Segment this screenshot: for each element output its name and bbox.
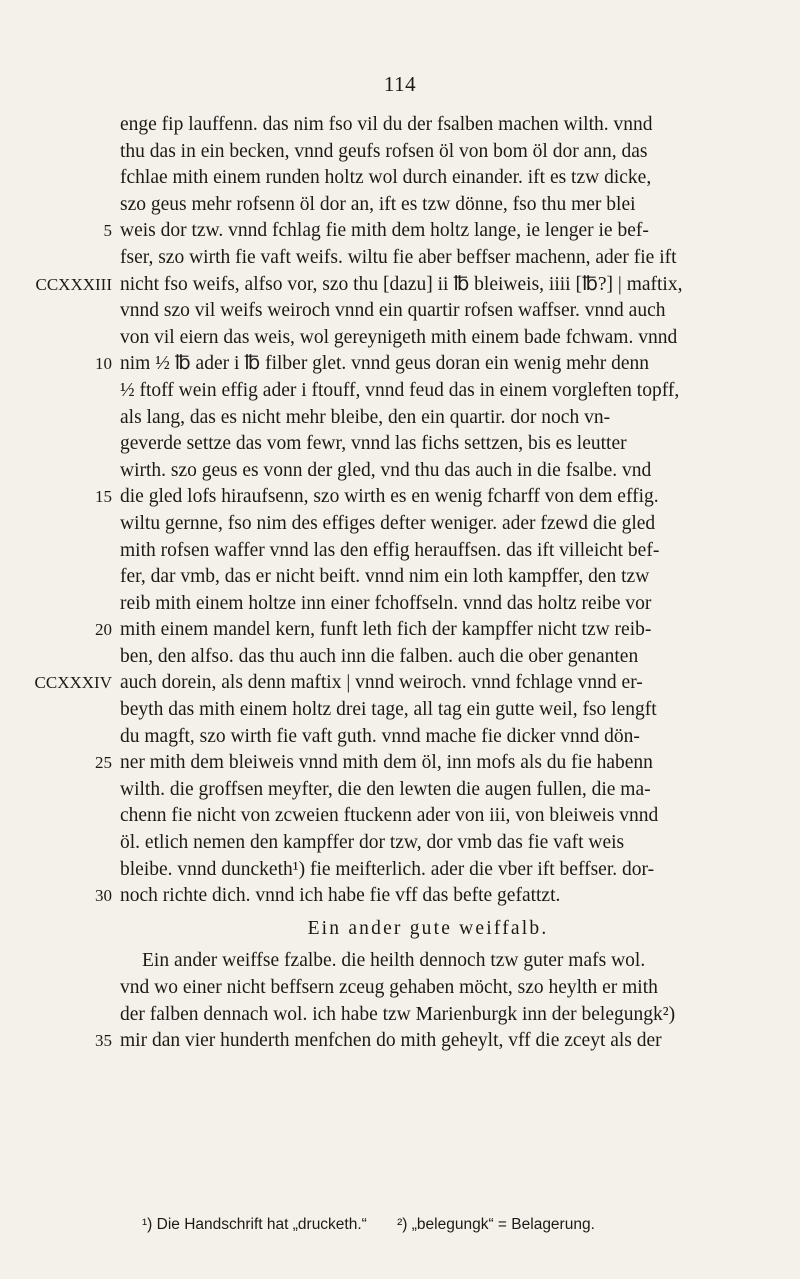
line-text: der falben dennach wol. ich habe tzw Marienburgk inn der belegungk²) [120, 1003, 676, 1025]
text-line [0, 405, 800, 432]
text-line [0, 857, 800, 884]
line-text: du magft, szo wirth fie vaft guth. vnnd mache fie dicker vnnd dön- [120, 725, 640, 747]
line-text: Ein ander weiffse fzalbe. die heilth dennoch tzw guter mafs wol. [142, 950, 646, 972]
text-line [0, 325, 800, 352]
text-line [0, 511, 800, 538]
text-line [0, 724, 800, 751]
text-line [0, 272, 800, 299]
line-text: vnd wo einer nicht beffsern zceug gehaben möcht, szo heylth er mith [120, 977, 658, 998]
page-number: 114 [383, 72, 417, 96]
line-marker: 15 [95, 487, 112, 507]
line-text: mith rofsen waffer vnnd las den effig herauffsen. das ift villeicht bef- [120, 539, 660, 561]
text-line [0, 112, 800, 139]
line-text: fer, dar vmb, das er nicht beift. vnnd nim ein loth kampffer, den tzw [120, 566, 650, 588]
text-line [0, 245, 800, 272]
line-marker: 25 [95, 753, 112, 773]
footnotes [142, 1216, 742, 1234]
text-line [0, 218, 800, 245]
line-text: szo geus mehr rofsenn öl dor an, ift es tzw dönne, fso thu mer blei [120, 193, 636, 215]
line-text: mith einem mandel kern, funft leth fich der kampffer nicht tzw reib- [120, 619, 652, 641]
line-text: geverde settze das vom fewr, vnnd las fichs settzen, bis es leutter [120, 433, 627, 455]
body-text [0, 112, 800, 1055]
line-text: thu das in ein becken, vnnd geufs rofsen öl von bom öl dor ann, das [120, 140, 648, 162]
text-line [0, 948, 800, 975]
text-line [0, 139, 800, 166]
text-line [0, 431, 800, 458]
line-text: ner mith dem bleiweis vnnd mith dem öl, inn mofs als du fie habenn [120, 752, 653, 774]
text-line [0, 803, 800, 830]
line-text: vnnd szo vil weifs weiroch vnnd ein quartir rofsen waffser. vnnd auch [120, 300, 666, 322]
text-line [0, 697, 800, 724]
line-text: wilth. die groffsen meyfter, die den lewten die augen fullen, die ma- [120, 778, 651, 800]
section-heading [0, 916, 800, 943]
text-line [0, 1028, 800, 1055]
text-line [0, 670, 800, 697]
text-line [0, 564, 800, 591]
line-marker: CCXXXIV [34, 673, 112, 693]
text-line [0, 975, 800, 1002]
text-line [0, 484, 800, 511]
line-text: fser, szo wirth fie vaft weifs. wiltu fie aber beffser machenn, ader fie ift [120, 246, 677, 268]
line-marker: 10 [95, 354, 112, 374]
line-text: ½ ftoff wein effig ader i ftouff, vnnd feud das in einem vorgleften topff, [120, 379, 680, 401]
line-text: reib mith einem holtze inn einer fchoffseln. vnnd das holtz reibe vor [120, 592, 652, 614]
line-text: enge fip lauffenn. das nim fso vil du der fsalben machen wilth. vnnd [120, 114, 653, 135]
text-line [0, 458, 800, 485]
line-text: wirth. szo geus es vonn der gled, vnd thu das auch in die fsalbe. vnd [120, 459, 652, 481]
line-marker: 30 [95, 886, 112, 906]
text-line [0, 883, 800, 910]
line-text: nicht fso weifs, alfso vor, szo thu [dazu] ii ℔ bleiweis, iiii [℔?] | maftix, [120, 273, 683, 295]
line-text: auch dorein, als denn maftix | vnnd weiroch. vnnd fchlage vnnd er- [120, 672, 643, 694]
line-marker: 20 [95, 620, 112, 640]
line-text: von vil eiern das weis, wol gereynigeth mith einem bade fchwam. vnnd [120, 326, 678, 348]
line-text: beyth das mith einem holtz drei tage, all tag ein gutte weil, fso lengft [120, 699, 657, 721]
line-text: wiltu gernne, fso nim des effiges defter weniger. ader fzewd die gled [120, 512, 656, 534]
line-text: nim ½ ℔ ader i ℔ filber glet. vnnd geus doran ein wenig mehr denn [120, 353, 650, 375]
section-heading-text: Ein ander gute weiffalb. [307, 917, 549, 939]
line-text: als lang, das es nicht mehr bleibe, den ein quartir. dor noch vn- [120, 406, 611, 428]
line-text: fchlae mith einem runden holtz wol durch einander. ift es tzw dicke, [120, 167, 652, 189]
text-line [0, 192, 800, 219]
line-marker: CCXXXIII [35, 274, 112, 294]
footnote-2: ²) „belegungk“ = Belagerung. [397, 1216, 595, 1233]
line-text: noch richte dich. vnnd ich habe fie vff das befte gefattzt. [120, 885, 561, 907]
text-line [0, 830, 800, 857]
text-line [0, 538, 800, 565]
text-line [0, 777, 800, 804]
text-line [0, 165, 800, 192]
line-text: ben, den alfso. das thu auch inn die falben. auch die ober genanten [120, 645, 639, 667]
text-line [0, 378, 800, 405]
line-text: chenn fie nicht von zcweien ftuckenn ader von iii, von bleiweis vnnd [120, 805, 659, 827]
text-line [0, 298, 800, 325]
line-text: bleibe. vnnd duncketh¹) fie meifterlich. ader die vber ift beffser. dor- [120, 858, 655, 880]
text-line [0, 1002, 800, 1029]
text-line [0, 617, 800, 644]
text-line [0, 351, 800, 378]
footnote-1: ¹) Die Handschrift hat „drucketh.“ [142, 1216, 367, 1233]
text-line [0, 644, 800, 671]
line-text: öl. etlich nemen den kampffer dor tzw, dor vmb das fie vaft weis [120, 832, 625, 854]
line-text: weis dor tzw. vnnd fchlag fie mith dem holtz lange, ie lenger ie bef- [120, 220, 649, 242]
text-line [0, 591, 800, 618]
line-marker: 35 [95, 1031, 112, 1051]
line-text: mir dan vier hunderth menfchen do mith geheylt, vff die zceyt als der [120, 1030, 662, 1052]
line-text: die gled lofs hiraufsenn, szo wirth es en wenig fcharff von dem effig. [120, 486, 659, 508]
text-line [0, 750, 800, 777]
line-marker: 5 [103, 221, 112, 241]
